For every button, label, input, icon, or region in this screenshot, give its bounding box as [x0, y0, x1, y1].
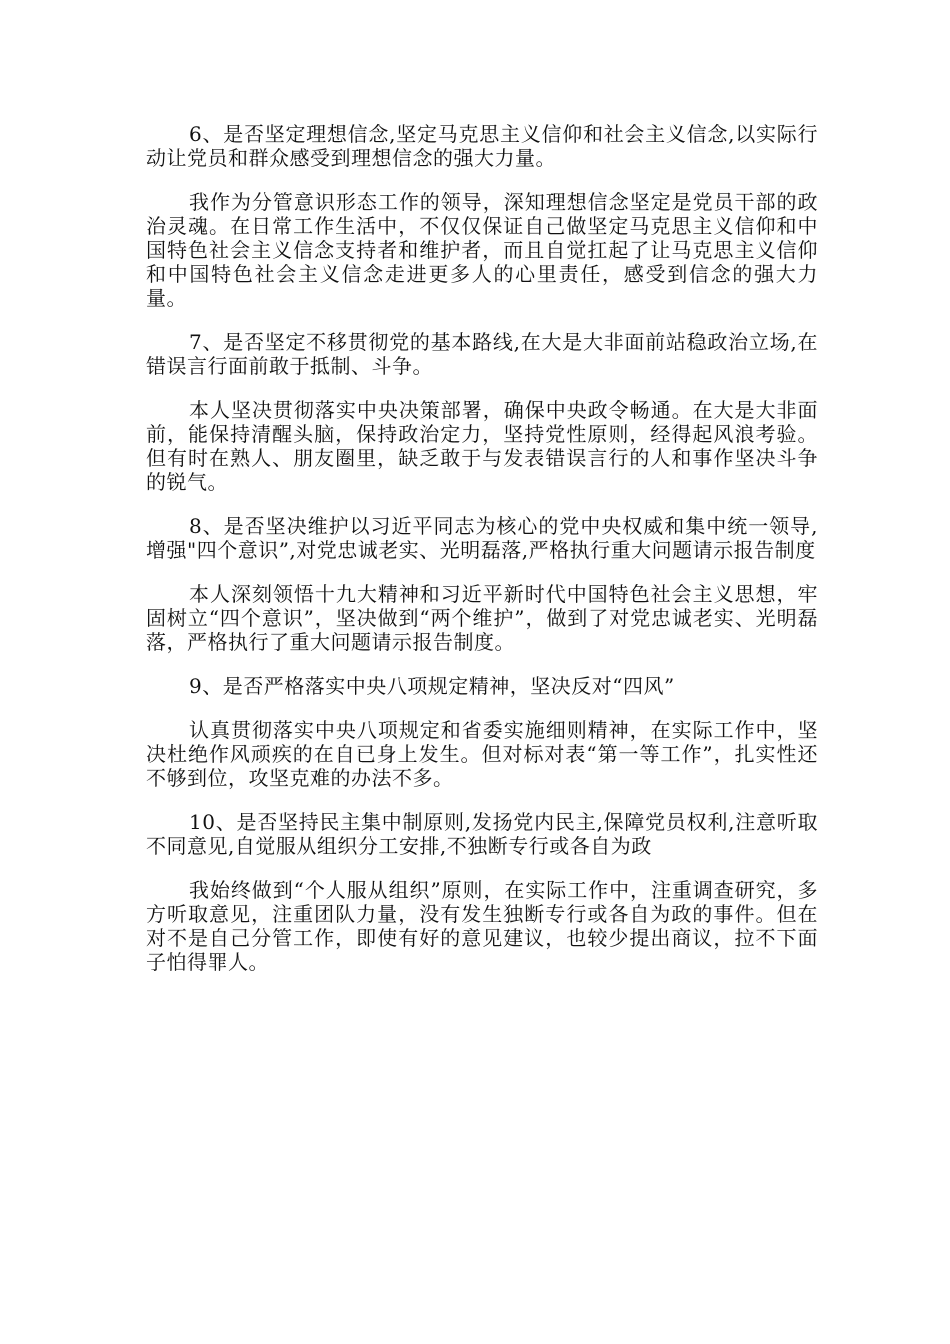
answer-9: 认真贯彻落实中央八项规定和省委实施细则精神，在实际工作中，坚决杜绝作风顽疾的在自已身上发生。但对标对表“第一等工作”，扎实性还不够到位，攻坚克难的办法不多。 [146, 718, 818, 790]
answer-7: 本人坚决贯彻落实中央决策部署，确保中央政令畅通。在大是大非面前，能保持清醒头脑，保持政治定力，坚持党性原则，经得起风浪考验。但有时在熟人、朋友圈里，缺乏敢于与发表错误言行的人和事作坚决斗争的锐气。 [146, 398, 818, 494]
question-10: 10、是否坚持民主集中制原则,发扬党内民主,保障党员权利,注意听取不同意见,自觉服从组织分工安排,不独断专行或各自为政 [146, 810, 818, 858]
question-8: 8、是否坚决维护以习近平同志为核心的党中央权威和集中统一领导,增强"四个意识”,对党忠诚老实、光明磊落,严格执行重大问题请示报告制度 [146, 514, 818, 562]
question-7: 7、是否坚定不移贯彻党的基本路线,在大是大非面前站稳政治立场,在错误言行面前敢于抵制、斗争。 [146, 330, 818, 378]
answer-6: 我作为分管意识形态工作的领导，深知理想信念坚定是党员干部的政治灵魂。在日常工作生活中，不仅仅保证自己做坚定马克思主义信仰和中国特色社会主义信念支持者和维护者，而且自觉扛起了让马克思主义信仰和中国特色社会主义信念走进更多人的心里责任，感受到信念的强大力量。 [146, 190, 818, 310]
answer-8: 本人深刻领悟十九大精神和习近平新时代中国特色社会主义思想，牢固树立“四个意识”，坚决做到“两个维护”，做到了对党忠诚老实、光明磊落，严格执行了重大问题请示报告制度。 [146, 582, 818, 654]
document-page [146, 122, 818, 994]
question-9: 9、是否严格落实中央八项规定精神，坚决反对“四风” [189, 674, 675, 698]
answer-10: 我始终做到“个人服从组织”原则，在实际工作中，注重调查研究，多方听取意见，注重团队力量，没有发生独断专行或各自为政的事件。但在对不是自己分管工作，即使有好的意见建议，也较少提出商议，拉不下面子怕得罪人。 [146, 878, 818, 974]
question-6: 6、是否坚定理想信念,坚定马克思主义信仰和社会主义信念,以实际行动让党员和群众感受到理想信念的强大力量。 [146, 122, 818, 170]
